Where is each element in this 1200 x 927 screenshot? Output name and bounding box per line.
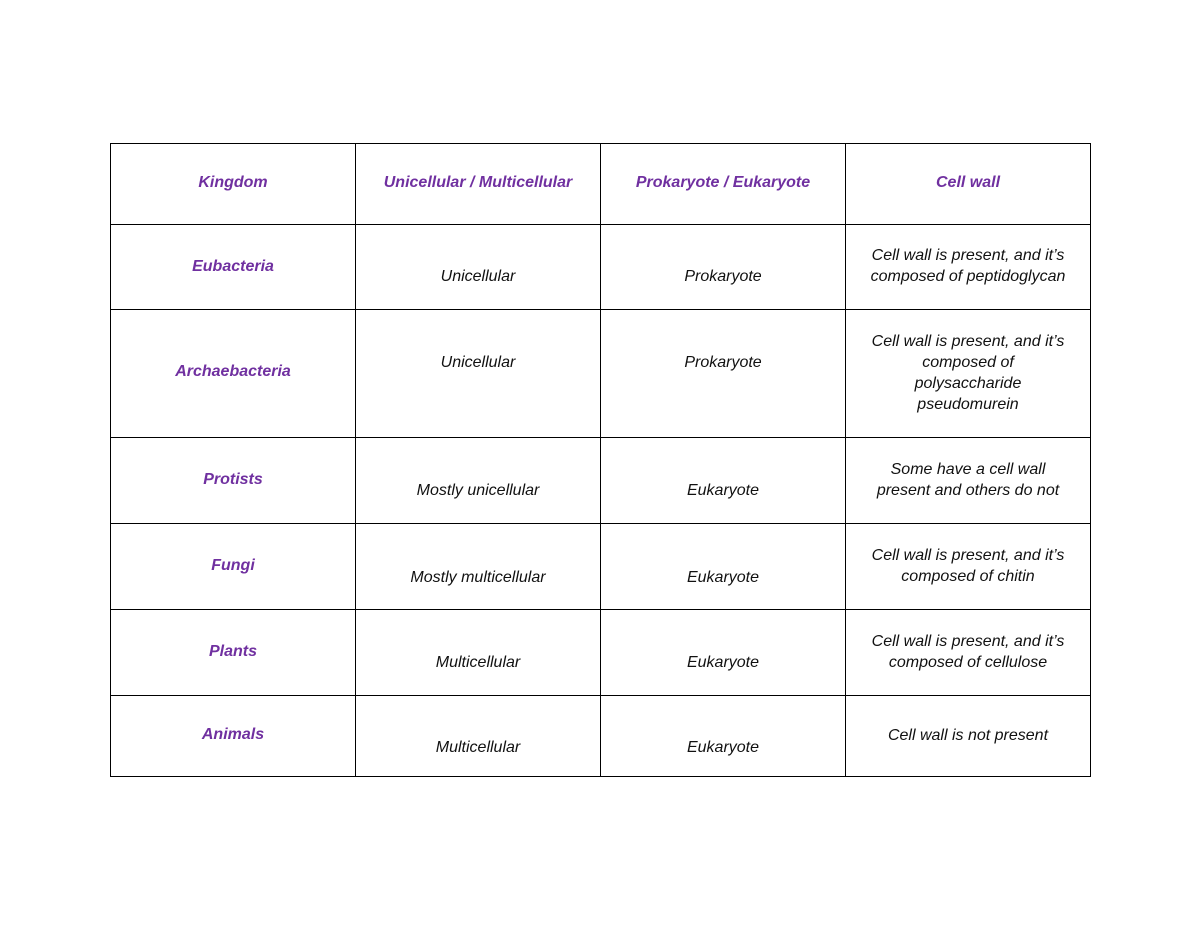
cell-wall-line: Some have a cell wall (890, 461, 1046, 478)
kingdom-name: Protists (203, 471, 263, 488)
cell-wall-line: Cell wall is present, and it’s (871, 247, 1065, 264)
cell-type-cell (601, 610, 846, 696)
kingdom-name: Animals (201, 726, 265, 743)
cell-wall-line: Cell wall is present, and it’s (871, 633, 1065, 650)
kingdom-cell (111, 225, 356, 310)
cell-type-cell (601, 696, 846, 777)
header-cell-cell-wall (846, 144, 1091, 225)
cell-wall-line: composed of (922, 354, 1014, 371)
kingdom-cell (111, 696, 356, 777)
cellularity-value: Mostly unicellular (416, 482, 540, 499)
cell-type-value: Eukaryote (686, 482, 760, 499)
cellularity-cell (356, 225, 601, 310)
header-cell-wall: Cell wall (935, 174, 1001, 191)
cell-type-cell (601, 310, 846, 438)
cell-wall-line: polysaccharide (914, 375, 1022, 392)
cellularity-value: Mostly multicellular (410, 569, 546, 586)
header-cell-kingdom (111, 144, 356, 225)
kingdom-name: Fungi (211, 557, 255, 574)
cell-wall-line: present and others do not (876, 482, 1060, 499)
cell-wall-line: pseudomurein (917, 396, 1019, 413)
cellularity-value: Multicellular (435, 739, 521, 756)
cell-type-cell (601, 524, 846, 610)
kingdom-cell (111, 310, 356, 438)
cellularity-value: Unicellular (440, 268, 516, 285)
header-cell-cell-type (601, 144, 846, 225)
cell-type-value: Prokaryote (684, 354, 762, 371)
cellularity-value: Multicellular (435, 654, 521, 671)
cell-wall-cell (846, 696, 1091, 777)
cellularity-cell (356, 524, 601, 610)
cell-type-value: Eukaryote (686, 569, 760, 586)
cellularity-cell (356, 310, 601, 438)
table-row (111, 225, 1091, 310)
cell-wall-cell (846, 310, 1091, 438)
kingdom-name: Eubacteria (192, 258, 274, 275)
kingdom-cell (111, 610, 356, 696)
header-cell-cellularity (356, 144, 601, 225)
table-header-row (111, 144, 1091, 225)
header-cellularity: Unicellular / Multicellular (383, 174, 573, 191)
cell-wall-cell (846, 610, 1091, 696)
cell-wall-cell (846, 524, 1091, 610)
cell-wall-line: Cell wall is present, and it’s (871, 333, 1065, 350)
cell-type-value: Eukaryote (686, 739, 760, 756)
kingdom-cell (111, 524, 356, 610)
cell-wall-line: Cell wall is present, and it’s (871, 547, 1065, 564)
table-row (111, 438, 1091, 524)
cell-wall-line: composed of cellulose (888, 654, 1048, 671)
header-kingdom: Kingdom (198, 174, 268, 191)
table-row (111, 310, 1091, 438)
cell-wall-line: composed of peptidoglycan (870, 268, 1066, 285)
cellularity-cell (356, 610, 601, 696)
table-row (111, 696, 1091, 777)
cell-type-value: Prokaryote (684, 268, 762, 285)
cell-type-cell (601, 225, 846, 310)
header-cell-type: Prokaryote / Eukaryote (635, 174, 811, 191)
cell-wall-cell (846, 225, 1091, 310)
cellularity-cell (356, 696, 601, 777)
kingdom-comparison-table (110, 143, 1091, 777)
kingdom-name: Plants (208, 643, 257, 660)
cellularity-value: Unicellular (440, 354, 516, 371)
kingdom-name: Archaebacteria (175, 363, 291, 380)
table-row (111, 610, 1091, 696)
cellularity-cell (356, 438, 601, 524)
cell-wall-line: composed of chitin (901, 568, 1035, 585)
cell-type-value: Eukaryote (686, 654, 760, 671)
kingdom-cell (111, 438, 356, 524)
cell-wall-line: Cell wall is not present (887, 727, 1049, 744)
cell-wall-cell (846, 438, 1091, 524)
cell-type-cell (601, 438, 846, 524)
table-row (111, 524, 1091, 610)
